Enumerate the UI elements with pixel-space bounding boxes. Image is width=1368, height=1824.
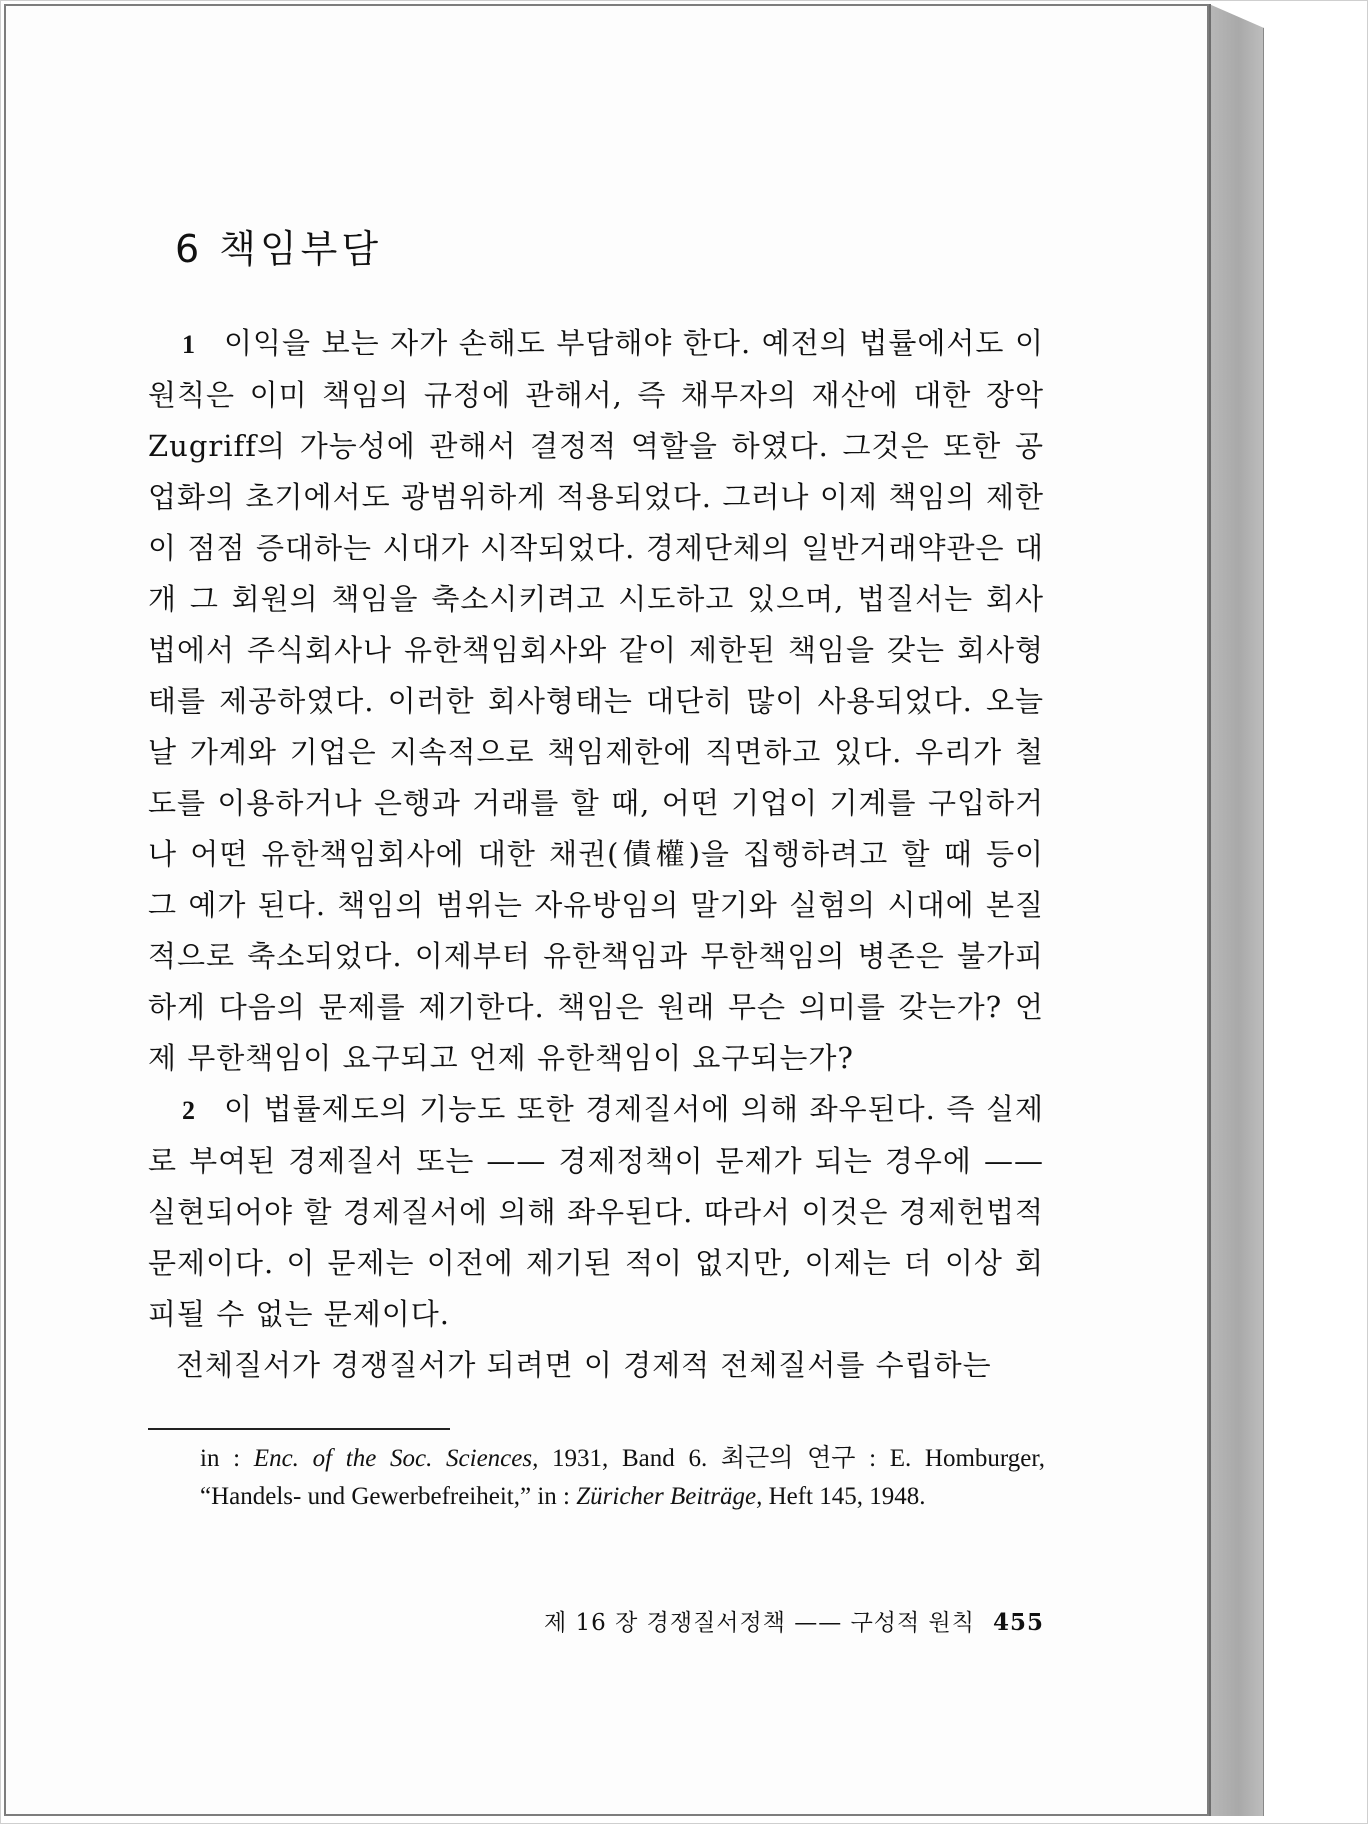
body-text — [148, 318, 1044, 1391]
running-footer — [530, 1604, 1044, 1637]
section-heading: 6 책임부담 — [175, 227, 383, 271]
page-edge-line — [1209, 4, 1211, 1816]
paragraph-text: 전체질서가 경쟁질서가 되려면 이 경제적 전체질서를 수립하는 — [176, 1348, 992, 1382]
page-stack-edge — [1209, 4, 1264, 1816]
footnote-details: 1931, Band 6. 최근의 연구 : E. Homburger, “Handels- und Gewerbefreiheit,” in : — [200, 1445, 1045, 1510]
footnote-journal: Enc. of the Soc. Sciences, — [253, 1445, 539, 1472]
footer-chapter-title: 제 16 장 경쟁질서정책 —— 구성적 원칙 — [544, 1610, 975, 1636]
paragraph-number: 2 — [182, 1096, 196, 1125]
footnote-prefix: in : — [200, 1445, 254, 1472]
paragraph-text: 이 법률제도의 기능도 또한 경제질서에 의해 좌우된다. 즉 실제로 부여된 경제질서 또는 —— 경제정책이 문제가 되는 경우에 —— 실현되어야 할 경제질서에 의해 좌우된다. 따라서 이것은 경제헌법적 문제이다. 이 문제는 이전에 제기된 적이 없지만, 이제는 더 이상 회피될 수 없는 문제이다. — [148, 1092, 1044, 1331]
page-number: 455 — [992, 1609, 1044, 1636]
footnote-series: Züricher Beiträge, — [576, 1483, 763, 1510]
footnote-tail: Heft 145, 1948. — [762, 1483, 926, 1510]
paragraph-text: 이익을 보는 자가 손해도 부담해야 한다. 예전의 법률에서도 이 원칙은 이미 책임의 규정에 관해서, 즉 채무자의 재산에 대한 장악 Zugriff의 가능성에 관해서 결정적 역할을 하였다. 그것은 또한 공업화의 초기에서도 광범위하게 적용되었다. 그러나 이제 책임의 제한이 점점 증대하는 시대가 시작되었다. 경제단체의 일반거래약관은 대개 그 회원의 책임을 축소시키려고 시도하고 있으며, 법질서는 회사법에서 주식회사나 유한책임회사와 같이 제한된 책임을 갖는 회사형태를 제공하였다. 이러한 회사형태는 대단히 많이 사용되었다. 오늘날 가계와 기업은 지속적으로 책임제한에 직면하고 있다. 우리가 철도를 이용하거나 은행과 거래를 할 때, 어떤 기업이 기계를 구입하거나 어떤 유한책임회사에 대한 채권(債權)을 집행하려고 할 때 등이 그 예가 된다. 책임의 범위는 자유방임의 말기와 실험의 시대에 본질적으로 축소되었다. 이제부터 유한책임과 무한책임의 병존은 불가피하게 다음의 문제를 제기한다. 책임은 원래 무슨 의미를 갖는가? 언제 무한책임이 요구되고 언제 유한책임이 요구되는가? — [148, 326, 1044, 1075]
paragraph-2 — [148, 1084, 1044, 1340]
paragraph-1 — [148, 318, 1044, 1084]
paragraph-3 — [148, 1340, 1044, 1391]
footnote-rule — [148, 1428, 450, 1430]
footnote — [200, 1440, 1045, 1516]
paragraph-number: 1 — [182, 330, 196, 359]
